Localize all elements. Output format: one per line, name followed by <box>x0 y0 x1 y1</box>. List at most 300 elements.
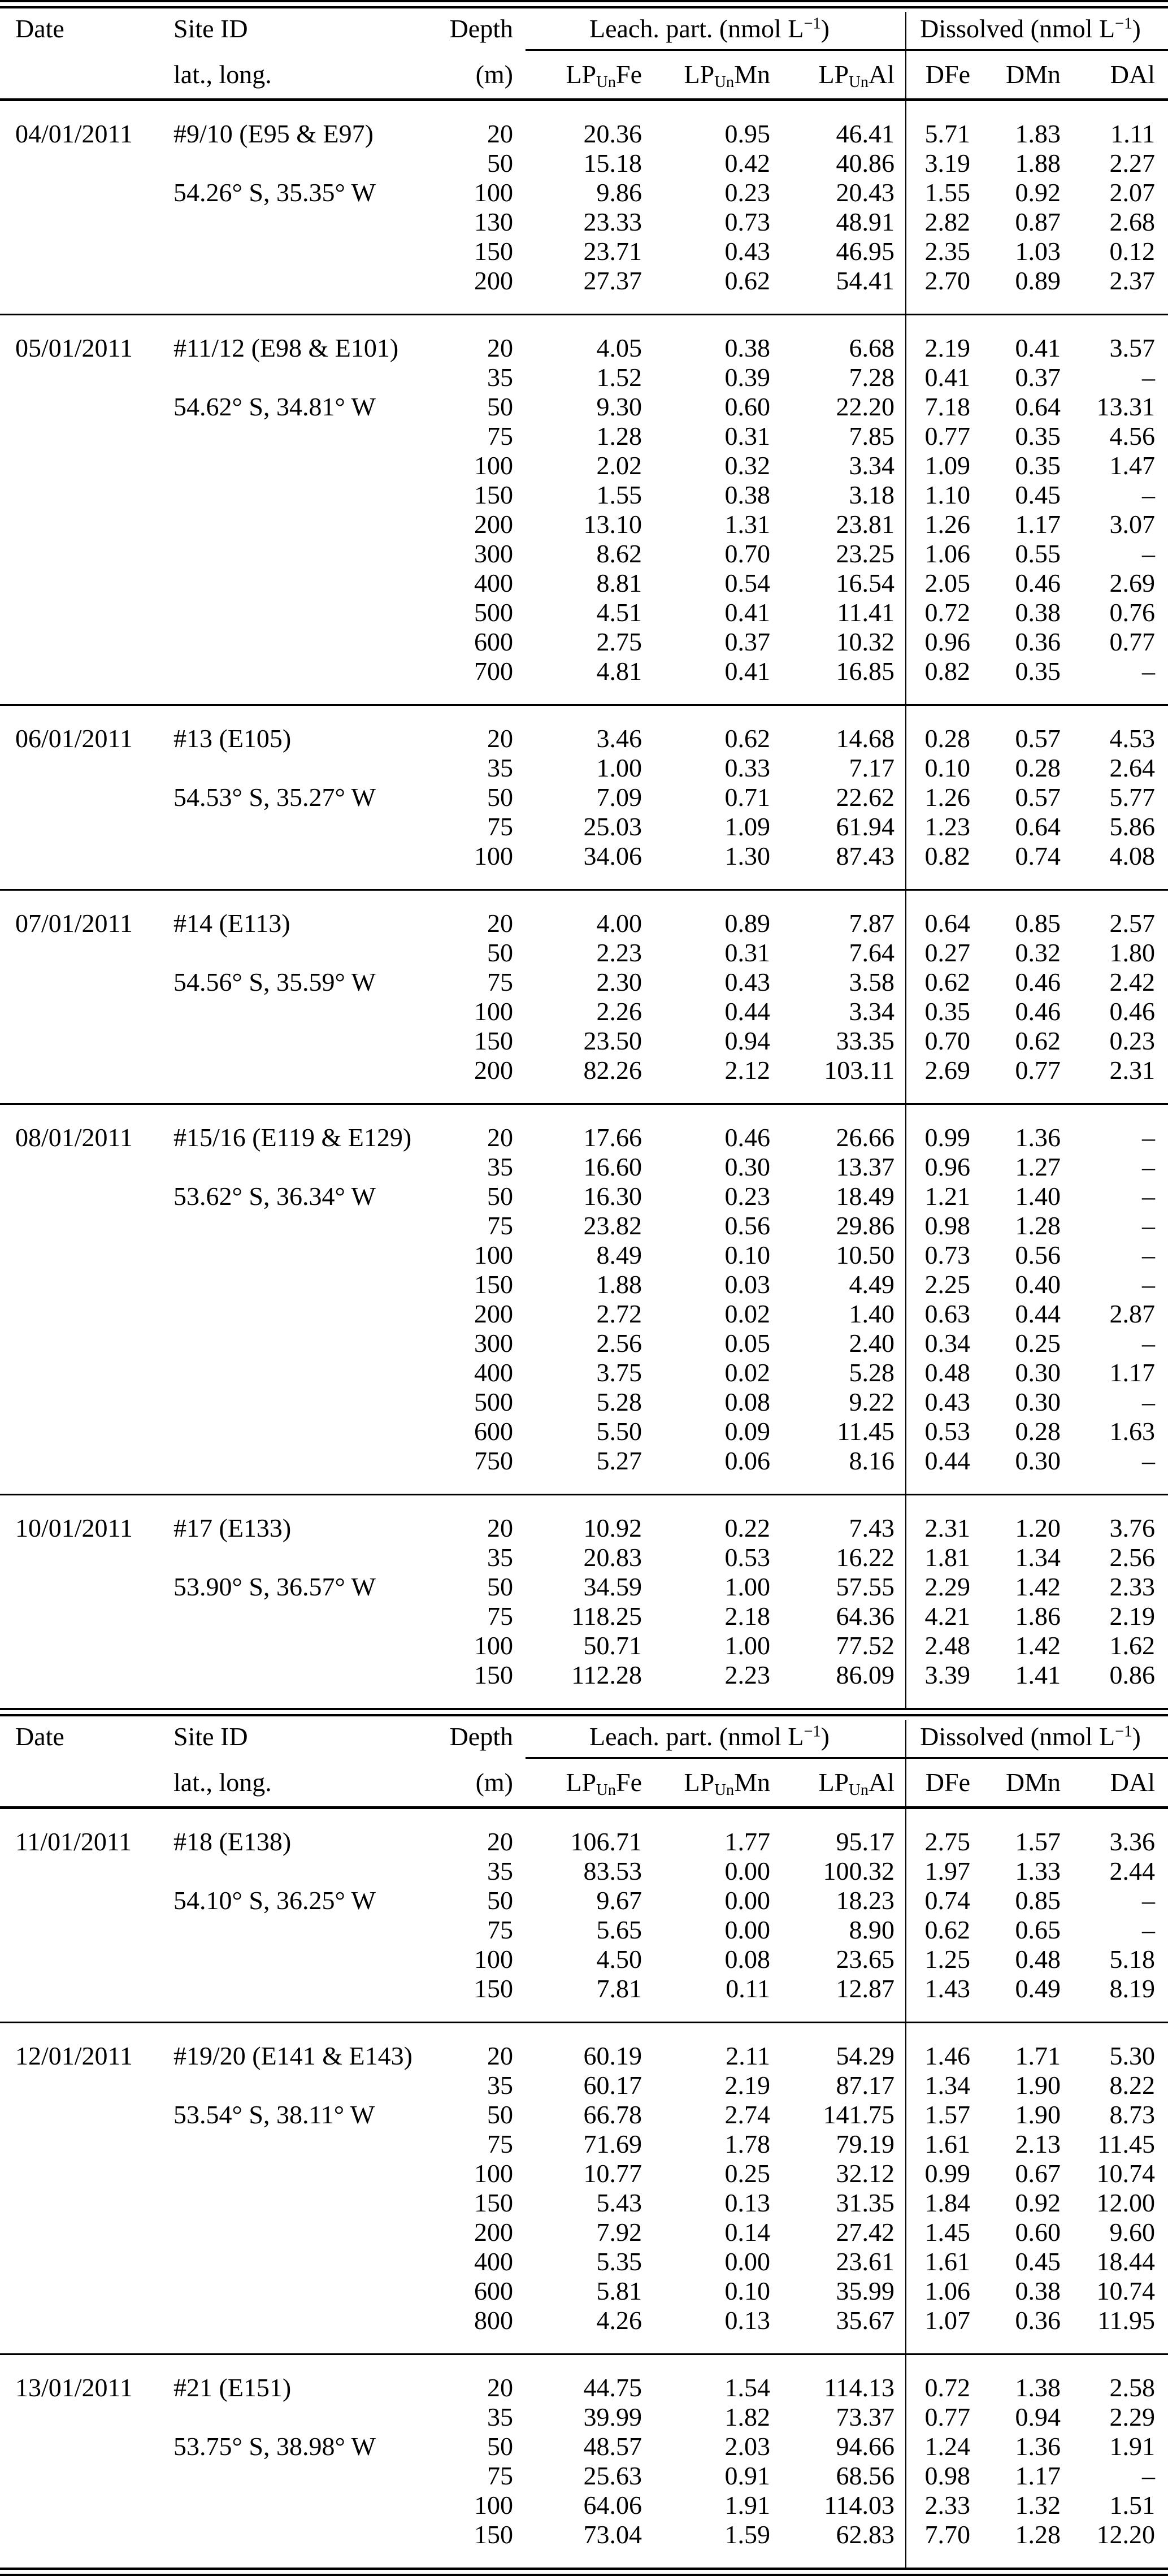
cell-dfe: 0.96 <box>924 1152 970 1181</box>
lp-element: Mn <box>734 1768 770 1797</box>
cell-dfe: 0.99 <box>924 1123 970 1152</box>
cell-lpunfe: 15.18 <box>583 149 642 177</box>
cell-dal: 18.44 <box>1096 2247 1155 2276</box>
station-block <box>0 2023 1168 2355</box>
cell-lpunfe: 2.02 <box>596 451 642 480</box>
cell-depth: 200 <box>474 510 513 539</box>
cell-dmn: 0.35 <box>1015 451 1061 480</box>
cell-depth: 50 <box>487 1572 513 1601</box>
cell-dmn: 0.55 <box>1015 539 1061 568</box>
cell-lpunfe: 71.69 <box>583 2130 642 2158</box>
cell-date <box>0 1152 158 1182</box>
cell-lpunal: 23.25 <box>836 539 895 568</box>
cell-lpunal: 5.28 <box>849 1358 895 1387</box>
cell-site-id <box>158 812 469 842</box>
cell-dmn: 0.45 <box>1015 480 1061 509</box>
cell-date <box>0 149 158 178</box>
cell-dmn: 0.46 <box>1015 997 1061 1026</box>
cell-lpunmn: 1.59 <box>724 2520 770 2549</box>
cell-site-id <box>158 422 469 451</box>
cell-depth: 400 <box>474 1358 513 1387</box>
cell-date <box>0 1056 158 1085</box>
cell-site-id <box>158 237 469 266</box>
cell-lpunmn: 0.62 <box>724 266 770 295</box>
lp-subscript: Un <box>714 73 735 92</box>
cell-depth: 100 <box>474 178 513 207</box>
cell-depth: 100 <box>474 2159 513 2188</box>
cell-lpunfe: 4.00 <box>596 909 642 938</box>
col-header-depth: Depth <box>449 14 513 43</box>
cell-site-id: 54.53° S, 35.27° W <box>173 783 376 812</box>
table-row <box>0 1631 1168 1660</box>
cell-lpunmn: 0.31 <box>724 422 770 450</box>
cell-depth: 130 <box>474 207 513 236</box>
cell-lpunfe: 64.06 <box>583 2491 642 2519</box>
cell-site-id <box>158 1329 469 1358</box>
cell-depth: 400 <box>474 2247 513 2276</box>
header-row-groups <box>0 1716 1168 1757</box>
table-body <box>0 101 1168 1708</box>
cell-dmn: 0.32 <box>1015 938 1061 967</box>
cell-dal: – <box>1142 1241 1155 1269</box>
cell-date <box>0 783 158 812</box>
cell-depth: 500 <box>474 1387 513 1416</box>
cell-lpunal: 1.40 <box>849 1299 895 1328</box>
table-row <box>0 1329 1168 1358</box>
cell-date <box>0 1446 158 1476</box>
table-row <box>0 1886 1168 1915</box>
table-row <box>0 2402 1168 2432</box>
col-header-lpunfe <box>513 1768 642 1797</box>
cell-dal: – <box>1142 2461 1155 2490</box>
header-row-groups <box>0 8 1168 49</box>
table-row <box>0 1026 1168 1056</box>
group-label-text: Dissolved (nmol L <box>920 1722 1115 1751</box>
cell-dal: 1.63 <box>1109 1417 1155 1446</box>
cell-lpunfe: 118.25 <box>571 1602 642 1630</box>
cell-dmn: 0.87 <box>1015 207 1061 236</box>
cell-dfe: 1.06 <box>924 539 970 568</box>
cell-date <box>0 1886 158 1915</box>
cell-depth: 75 <box>487 422 513 450</box>
cell-dfe: 1.61 <box>924 2247 970 2276</box>
cell-lpunmn: 0.95 <box>724 119 770 148</box>
cell-lpunmn: 0.09 <box>724 1417 770 1446</box>
cell-dfe: 7.18 <box>924 392 970 421</box>
cell-dmn: 1.90 <box>1015 2100 1061 2129</box>
table-row <box>0 2276 1168 2306</box>
cell-dal: 1.62 <box>1109 1631 1155 1660</box>
col-header-dfe: DFe <box>925 60 970 89</box>
cell-dfe: 0.10 <box>924 753 970 782</box>
cell-lpunmn: 0.94 <box>724 1026 770 1055</box>
cell-depth: 600 <box>474 2276 513 2305</box>
cell-site-id: #11/12 (E98 & E101) <box>173 333 399 362</box>
table-row <box>0 1827 1168 1857</box>
cell-lpunfe: 25.63 <box>583 2461 642 2490</box>
cell-lpunal: 86.09 <box>836 1660 895 1689</box>
cell-lpunfe: 39.99 <box>583 2402 642 2431</box>
cell-dfe: 0.62 <box>924 968 970 996</box>
cell-lpunmn: 0.03 <box>724 1270 770 1299</box>
cell-dmn: 2.13 <box>1015 2130 1061 2158</box>
cell-lpunfe: 34.59 <box>583 1572 642 1601</box>
cell-dmn: 0.74 <box>1015 842 1061 870</box>
station-block <box>0 1495 1168 1708</box>
cell-lpunal: 7.64 <box>849 938 895 967</box>
table-row <box>0 2306 1168 2335</box>
cell-lpunfe: 23.82 <box>583 1211 642 1240</box>
cell-depth: 150 <box>474 1660 513 1689</box>
cell-dal: 2.33 <box>1109 1572 1155 1601</box>
cell-depth: 600 <box>474 627 513 656</box>
cell-lpunfe: 3.46 <box>596 724 642 753</box>
cell-site-id <box>158 1857 469 1886</box>
col-header-depth-unit: (m) <box>475 1768 513 1797</box>
cell-dmn: 0.28 <box>1015 753 1061 782</box>
col-header-lpunal <box>770 1768 906 1797</box>
table-row <box>0 1358 1168 1387</box>
cell-site-id <box>158 753 469 783</box>
cell-lpunfe: 4.26 <box>596 2306 642 2335</box>
cell-dmn: 0.85 <box>1015 909 1061 938</box>
col-header-dmn: DMn <box>1005 1768 1061 1797</box>
header-row-columns <box>0 51 1168 98</box>
cell-dmn: 0.46 <box>1015 968 1061 996</box>
cell-lpunal: 68.56 <box>836 2461 895 2490</box>
group-label-exponent: −1 <box>1115 1723 1132 1741</box>
cell-dfe: 1.07 <box>924 2306 970 2335</box>
cell-dmn: 0.38 <box>1015 2276 1061 2305</box>
cell-site-id: 53.54° S, 38.11° W <box>173 2100 375 2129</box>
cell-lpunal: 3.34 <box>849 451 895 480</box>
cell-lpunal: 23.81 <box>836 510 895 539</box>
cell-site-id <box>158 2491 469 2520</box>
table-row <box>0 1270 1168 1299</box>
cell-site-id <box>158 1152 469 1182</box>
cell-depth: 50 <box>487 2432 513 2461</box>
rule-gap <box>0 1710 1168 1714</box>
cell-date <box>0 510 158 539</box>
table-row <box>0 1299 1168 1329</box>
cell-dfe: 1.97 <box>924 1857 970 1885</box>
cell-lpunfe: 50.71 <box>583 1631 642 1660</box>
cell-depth: 20 <box>487 2041 513 2070</box>
cell-lpunal: 7.43 <box>849 1513 895 1542</box>
cell-site-id <box>158 842 469 871</box>
cell-date: 13/01/2011 <box>15 2373 133 2402</box>
lp-base: LP <box>566 60 597 89</box>
cell-date <box>0 1387 158 1417</box>
cell-date <box>0 237 158 266</box>
lp-base: LP <box>818 1768 849 1797</box>
table-row <box>0 2247 1168 2276</box>
cell-site-id <box>158 266 469 296</box>
cell-date <box>0 1299 158 1329</box>
cell-dfe: 0.28 <box>924 724 970 753</box>
cell-lpunal: 114.03 <box>824 2491 895 2519</box>
cell-lpunal: 8.90 <box>849 1915 895 1944</box>
cell-lpunfe: 5.65 <box>596 1915 642 1944</box>
cell-date <box>0 812 158 842</box>
table-row <box>0 119 1168 149</box>
table-top-rule <box>0 0 1168 8</box>
cell-dfe: 2.35 <box>924 237 970 266</box>
cell-dmn: 0.40 <box>1015 1270 1061 1299</box>
cell-dmn: 0.38 <box>1015 598 1061 627</box>
cell-depth: 20 <box>487 909 513 938</box>
cell-site-id <box>158 2276 469 2306</box>
cell-lpunfe: 23.50 <box>583 1026 642 1055</box>
cell-depth: 150 <box>474 1270 513 1299</box>
cell-lpunmn: 0.71 <box>724 783 770 812</box>
cell-depth: 800 <box>474 2306 513 2335</box>
cell-lpunal: 29.86 <box>836 1211 895 1240</box>
cell-date <box>0 1417 158 1446</box>
cell-date <box>0 480 158 510</box>
cell-lpunal: 7.28 <box>849 363 895 392</box>
cell-lpunfe: 8.81 <box>596 569 642 597</box>
cell-lpunfe: 2.75 <box>596 627 642 656</box>
cell-date <box>0 1358 158 1387</box>
cell-depth: 35 <box>487 1152 513 1181</box>
cell-lpunal: 46.41 <box>836 119 895 148</box>
cell-site-id <box>158 1270 469 1299</box>
cell-date <box>0 1974 158 2003</box>
cell-lpunmn: 0.08 <box>724 1945 770 1974</box>
cell-lpunfe: 1.00 <box>596 753 642 782</box>
lp-subscript: Un <box>849 1781 869 1799</box>
cell-dmn: 1.90 <box>1015 2071 1061 2100</box>
cell-lpunmn: 0.62 <box>724 724 770 753</box>
cell-lpunal: 64.36 <box>836 1602 895 1630</box>
cell-dal: 2.29 <box>1109 2402 1155 2431</box>
cell-dmn: 0.57 <box>1015 724 1061 753</box>
cell-dmn: 0.48 <box>1015 1945 1061 1974</box>
cell-dmn: 0.36 <box>1015 2306 1061 2335</box>
cell-depth: 20 <box>487 1827 513 1856</box>
table-row <box>0 598 1168 627</box>
lp-element: Al <box>869 1768 895 1797</box>
cell-depth: 50 <box>487 1182 513 1211</box>
cell-lpunmn: 0.41 <box>724 598 770 627</box>
cell-lpunal: 23.61 <box>836 2247 895 2276</box>
cell-dal: 2.19 <box>1109 1602 1155 1630</box>
cell-depth: 20 <box>487 119 513 148</box>
cell-dfe: 3.19 <box>924 149 970 177</box>
cell-lpunfe: 13.10 <box>583 510 642 539</box>
cell-lpunmn: 0.02 <box>724 1299 770 1328</box>
table-row <box>0 510 1168 539</box>
table-row <box>0 149 1168 178</box>
cell-site-id: 54.10° S, 36.25° W <box>173 1886 376 1915</box>
cell-dal: 0.76 <box>1109 598 1155 627</box>
cell-lpunfe: 7.09 <box>596 783 642 812</box>
cell-lpunal: 79.19 <box>836 2130 895 2158</box>
cell-lpunmn: 0.37 <box>724 627 770 656</box>
cell-dal: 1.17 <box>1109 1358 1155 1387</box>
cell-depth: 20 <box>487 333 513 362</box>
cell-dfe: 0.70 <box>924 1026 970 1055</box>
cell-dal: 2.87 <box>1109 1299 1155 1328</box>
col-header-lpunmn <box>642 60 770 92</box>
table-row <box>0 1417 1168 1446</box>
cell-date <box>0 598 158 627</box>
cell-site-id: 54.56° S, 35.59° W <box>173 968 376 996</box>
cell-site-id <box>158 539 469 569</box>
cell-lpunmn: 0.42 <box>724 149 770 177</box>
cell-lpunmn: 1.77 <box>724 1827 770 1856</box>
cell-site-id: #9/10 (E95 & E97) <box>173 119 374 148</box>
lp-base: LP <box>818 60 849 89</box>
cell-lpunfe: 5.35 <box>596 2247 642 2276</box>
lp-base: LP <box>684 60 715 89</box>
cell-dal: – <box>1142 1886 1155 1915</box>
cell-dfe: 0.43 <box>924 1387 970 1416</box>
col-header-dmn: DMn <box>1005 60 1061 89</box>
cell-dal: 5.77 <box>1109 783 1155 812</box>
cell-lpunmn: 0.91 <box>724 2461 770 2490</box>
cell-dal: 10.74 <box>1096 2159 1155 2188</box>
cell-date <box>0 207 158 237</box>
table-row <box>0 968 1168 997</box>
cell-lpunmn: 0.13 <box>724 2188 770 2217</box>
cell-dmn: 1.41 <box>1015 1660 1061 1689</box>
cell-lpunal: 40.86 <box>836 149 895 177</box>
lp-element: Fe <box>616 60 642 89</box>
cell-dfe: 1.21 <box>924 1182 970 1211</box>
cell-date <box>0 1026 158 1056</box>
cell-dmn: 0.37 <box>1015 363 1061 392</box>
cell-lpunmn: 0.00 <box>724 1886 770 1915</box>
table-row <box>0 237 1168 266</box>
cell-dmn: 0.60 <box>1015 2218 1061 2247</box>
cell-date <box>0 392 158 422</box>
cell-dfe: 0.82 <box>924 842 970 870</box>
cell-dmn: 1.27 <box>1015 1152 1061 1181</box>
cell-dfe: 1.23 <box>924 812 970 841</box>
cell-dal: 1.91 <box>1109 2432 1155 2461</box>
cell-depth: 75 <box>487 2130 513 2158</box>
cell-dfe: 4.21 <box>924 1602 970 1630</box>
cell-site-id <box>158 1660 469 1690</box>
cell-date <box>0 2247 158 2276</box>
cell-lpunfe: 2.23 <box>596 938 642 967</box>
cell-lpunal: 27.42 <box>836 2218 895 2247</box>
cell-lpunmn: 1.82 <box>724 2402 770 2431</box>
cell-lpunmn: 1.78 <box>724 2130 770 2158</box>
cell-dmn: 1.83 <box>1015 119 1061 148</box>
cell-depth: 150 <box>474 2188 513 2217</box>
table-row <box>0 783 1168 812</box>
cell-lpunfe: 7.81 <box>596 1974 642 2003</box>
cell-lpunal: 35.99 <box>836 2276 895 2305</box>
cell-site-id <box>158 598 469 627</box>
cell-lpunmn: 0.10 <box>724 2276 770 2305</box>
col-header-dal: DAl <box>1110 1768 1155 1797</box>
cell-dmn: 1.34 <box>1015 1543 1061 1572</box>
cell-dal: 0.12 <box>1109 237 1155 266</box>
cell-lpunal: 2.40 <box>849 1329 895 1358</box>
cell-date <box>0 1543 158 1572</box>
cell-dfe: 2.19 <box>924 333 970 362</box>
cell-lpunal: 100.32 <box>823 1857 895 1885</box>
cell-site-id <box>158 2218 469 2247</box>
cell-dfe: 2.25 <box>924 1270 970 1299</box>
cell-depth: 200 <box>474 1299 513 1328</box>
col-header-depth-unit: (m) <box>475 60 513 89</box>
header-row-columns <box>0 1759 1168 1806</box>
cell-dmn: 1.28 <box>1015 2520 1061 2549</box>
cell-dal: – <box>1142 1329 1155 1358</box>
cell-site-id <box>158 569 469 598</box>
cell-date <box>0 451 158 480</box>
group-label-text: Dissolved (nmol L <box>920 14 1115 43</box>
col-header-depth: Depth <box>449 1722 513 1751</box>
cell-lpunmn: 2.11 <box>726 2041 770 2070</box>
cell-depth: 150 <box>474 1026 513 1055</box>
cell-dal: 0.46 <box>1109 997 1155 1026</box>
cell-lpunmn: 0.41 <box>724 657 770 686</box>
cell-lpunal: 8.16 <box>849 1446 895 1475</box>
cell-site-id <box>158 997 469 1026</box>
cell-lpunmn: 0.25 <box>724 2159 770 2188</box>
cell-dal: 5.30 <box>1109 2041 1155 2070</box>
cell-dfe: 2.48 <box>924 1631 970 1660</box>
cell-dmn: 0.46 <box>1015 569 1061 597</box>
cell-dfe: 7.70 <box>924 2520 970 2549</box>
cell-date <box>0 266 158 296</box>
cell-dal: 1.51 <box>1109 2491 1155 2519</box>
cell-lpunfe: 5.28 <box>596 1387 642 1416</box>
cell-site-id <box>158 2247 469 2276</box>
table-row <box>0 2218 1168 2247</box>
table-row <box>0 2461 1168 2491</box>
cell-depth: 150 <box>474 237 513 266</box>
cell-lpunmn: 0.14 <box>724 2218 770 2247</box>
group-label-close: ) <box>1132 1722 1141 1751</box>
col-group-dissolved <box>906 1722 1155 1751</box>
cell-lpunmn: 1.31 <box>724 510 770 539</box>
cell-dmn: 1.17 <box>1015 2461 1061 2490</box>
cell-date <box>0 2491 158 2520</box>
cell-dmn: 0.62 <box>1015 1026 1061 1055</box>
cell-date <box>0 1660 158 1690</box>
cell-lpunmn: 1.09 <box>724 812 770 841</box>
cell-dfe: 0.27 <box>924 938 970 967</box>
cell-dal: 10.74 <box>1096 2276 1155 2305</box>
table-row <box>0 1446 1168 1476</box>
cell-depth: 35 <box>487 1543 513 1572</box>
table-row <box>0 627 1168 657</box>
cell-lpunmn: 0.13 <box>724 2306 770 2335</box>
cell-date <box>0 2188 158 2218</box>
cell-dal: 11.45 <box>1097 2130 1155 2158</box>
cell-lpunal: 7.85 <box>849 422 895 450</box>
cell-dal: 1.80 <box>1109 938 1155 967</box>
cell-lpunfe: 8.49 <box>596 1241 642 1269</box>
cell-dmn: 1.03 <box>1015 237 1061 266</box>
cell-lpunal: 18.23 <box>836 1886 895 1915</box>
group-label-exponent: −1 <box>1115 15 1132 33</box>
cell-date <box>0 2071 158 2100</box>
group-label-exponent: −1 <box>804 1723 821 1741</box>
cell-date <box>0 2218 158 2247</box>
cell-date: 04/01/2011 <box>15 119 133 148</box>
cell-date <box>0 1182 158 1211</box>
cell-depth: 100 <box>474 2491 513 2519</box>
cell-dmn: 1.42 <box>1015 1572 1061 1601</box>
